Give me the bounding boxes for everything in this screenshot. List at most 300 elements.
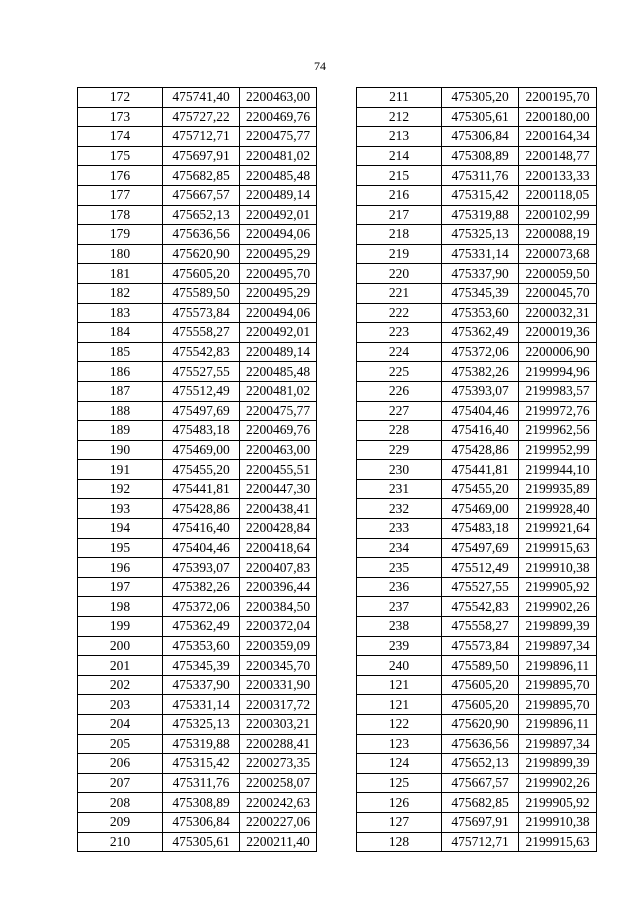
point-number-cell: 195 bbox=[78, 538, 163, 558]
x-coordinate-cell: 475727,22 bbox=[163, 107, 240, 127]
point-number-cell: 126 bbox=[357, 793, 442, 813]
y-coordinate-cell: 2200303,21 bbox=[240, 715, 317, 735]
y-coordinate-cell: 2200407,83 bbox=[240, 558, 317, 578]
table-row bbox=[78, 734, 317, 754]
x-coordinate-cell: 475512,49 bbox=[163, 381, 240, 401]
y-coordinate-cell: 2200469,76 bbox=[240, 107, 317, 127]
table-row bbox=[78, 244, 317, 264]
x-coordinate-cell: 475325,13 bbox=[163, 715, 240, 735]
x-coordinate-cell: 475483,18 bbox=[442, 519, 519, 539]
y-coordinate-cell: 2200372,04 bbox=[240, 617, 317, 637]
x-coordinate-cell: 475636,56 bbox=[442, 734, 519, 754]
point-number-cell: 182 bbox=[78, 283, 163, 303]
point-number-cell: 202 bbox=[78, 675, 163, 695]
point-number-cell: 230 bbox=[357, 460, 442, 480]
point-number-cell: 193 bbox=[78, 499, 163, 519]
point-number-cell: 239 bbox=[357, 636, 442, 656]
table-row bbox=[78, 88, 317, 108]
table-row bbox=[357, 421, 597, 441]
x-coordinate-cell: 475319,88 bbox=[163, 734, 240, 754]
y-coordinate-cell: 2199902,26 bbox=[519, 597, 597, 617]
x-coordinate-cell: 475620,90 bbox=[163, 244, 240, 264]
y-coordinate-cell: 2200485,48 bbox=[240, 166, 317, 186]
x-coordinate-cell: 475306,84 bbox=[442, 127, 519, 147]
y-coordinate-cell: 2200489,14 bbox=[240, 342, 317, 362]
point-number-cell: 218 bbox=[357, 225, 442, 245]
table-row bbox=[357, 773, 597, 793]
table-row bbox=[357, 499, 597, 519]
point-number-cell: 215 bbox=[357, 166, 442, 186]
point-number-cell: 226 bbox=[357, 381, 442, 401]
table-row bbox=[357, 519, 597, 539]
point-number-cell: 185 bbox=[78, 342, 163, 362]
table-row bbox=[357, 812, 597, 832]
table-row bbox=[78, 107, 317, 127]
y-coordinate-cell: 2199915,63 bbox=[519, 538, 597, 558]
x-coordinate-cell: 475497,69 bbox=[163, 401, 240, 421]
coordinates-table-left bbox=[77, 87, 317, 852]
point-number-cell: 172 bbox=[78, 88, 163, 108]
x-coordinate-cell: 475353,60 bbox=[163, 636, 240, 656]
point-number-cell: 199 bbox=[78, 617, 163, 637]
table-row bbox=[78, 460, 317, 480]
y-coordinate-cell: 2199896,11 bbox=[519, 656, 597, 676]
y-coordinate-cell: 2200455,51 bbox=[240, 460, 317, 480]
point-number-cell: 200 bbox=[78, 636, 163, 656]
point-number-cell: 178 bbox=[78, 205, 163, 225]
point-number-cell: 234 bbox=[357, 538, 442, 558]
table-row bbox=[357, 538, 597, 558]
y-coordinate-cell: 2199910,38 bbox=[519, 812, 597, 832]
table-row bbox=[357, 440, 597, 460]
y-coordinate-cell: 2200045,70 bbox=[519, 283, 597, 303]
y-coordinate-cell: 2199897,34 bbox=[519, 636, 597, 656]
x-coordinate-cell: 475337,90 bbox=[163, 675, 240, 695]
x-coordinate-cell: 475305,20 bbox=[442, 88, 519, 108]
table-row bbox=[78, 479, 317, 499]
y-coordinate-cell: 2200059,50 bbox=[519, 264, 597, 284]
table-row bbox=[357, 793, 597, 813]
x-coordinate-cell: 475353,60 bbox=[442, 303, 519, 323]
y-coordinate-cell: 2200148,77 bbox=[519, 146, 597, 166]
point-number-cell: 203 bbox=[78, 695, 163, 715]
table-row bbox=[357, 166, 597, 186]
table-row bbox=[78, 323, 317, 343]
point-number-cell: 176 bbox=[78, 166, 163, 186]
point-number-cell: 229 bbox=[357, 440, 442, 460]
table-row bbox=[357, 362, 597, 382]
point-number-cell: 221 bbox=[357, 283, 442, 303]
point-number-cell: 216 bbox=[357, 185, 442, 205]
x-coordinate-cell: 475428,86 bbox=[163, 499, 240, 519]
y-coordinate-cell: 2200242,63 bbox=[240, 793, 317, 813]
table-row bbox=[357, 479, 597, 499]
y-coordinate-cell: 2199915,63 bbox=[519, 832, 597, 852]
x-coordinate-cell: 475416,40 bbox=[442, 421, 519, 441]
table-row bbox=[78, 558, 317, 578]
x-coordinate-cell: 475667,57 bbox=[163, 185, 240, 205]
x-coordinate-cell: 475589,50 bbox=[163, 283, 240, 303]
x-coordinate-cell: 475558,27 bbox=[442, 617, 519, 637]
x-coordinate-cell: 475573,84 bbox=[163, 303, 240, 323]
x-coordinate-cell: 475682,85 bbox=[442, 793, 519, 813]
x-coordinate-cell: 475362,49 bbox=[163, 617, 240, 637]
point-number-cell: 207 bbox=[78, 773, 163, 793]
point-number-cell: 181 bbox=[78, 264, 163, 284]
table-row bbox=[78, 499, 317, 519]
x-coordinate-cell: 475697,91 bbox=[442, 812, 519, 832]
table-row bbox=[357, 558, 597, 578]
table-row bbox=[78, 440, 317, 460]
point-number-cell: 189 bbox=[78, 421, 163, 441]
y-coordinate-cell: 2200359,09 bbox=[240, 636, 317, 656]
y-coordinate-cell: 2200492,01 bbox=[240, 323, 317, 343]
y-coordinate-cell: 2200345,70 bbox=[240, 656, 317, 676]
y-coordinate-cell: 2200481,02 bbox=[240, 146, 317, 166]
x-coordinate-cell: 475393,07 bbox=[442, 381, 519, 401]
y-coordinate-cell: 2200019,36 bbox=[519, 323, 597, 343]
y-coordinate-cell: 2199895,70 bbox=[519, 675, 597, 695]
y-coordinate-cell: 2200428,84 bbox=[240, 519, 317, 539]
table-row bbox=[357, 715, 597, 735]
point-number-cell: 174 bbox=[78, 127, 163, 147]
table-row bbox=[357, 734, 597, 754]
table-row bbox=[357, 460, 597, 480]
point-number-cell: 220 bbox=[357, 264, 442, 284]
x-coordinate-cell: 475697,91 bbox=[163, 146, 240, 166]
y-coordinate-cell: 2199994,96 bbox=[519, 362, 597, 382]
y-coordinate-cell: 2199952,99 bbox=[519, 440, 597, 460]
y-coordinate-cell: 2199972,76 bbox=[519, 401, 597, 421]
y-coordinate-cell: 2200475,77 bbox=[240, 127, 317, 147]
y-coordinate-cell: 2200088,19 bbox=[519, 225, 597, 245]
point-number-cell: 205 bbox=[78, 734, 163, 754]
table-row bbox=[357, 88, 597, 108]
y-coordinate-cell: 2200195,70 bbox=[519, 88, 597, 108]
point-number-cell: 197 bbox=[78, 577, 163, 597]
x-coordinate-cell: 475527,55 bbox=[163, 362, 240, 382]
x-coordinate-cell: 475682,85 bbox=[163, 166, 240, 186]
point-number-cell: 204 bbox=[78, 715, 163, 735]
table-row bbox=[357, 107, 597, 127]
table-row bbox=[357, 342, 597, 362]
table-row bbox=[357, 323, 597, 343]
point-number-cell: 227 bbox=[357, 401, 442, 421]
point-number-cell: 179 bbox=[78, 225, 163, 245]
point-number-cell: 124 bbox=[357, 754, 442, 774]
y-coordinate-cell: 2200133,33 bbox=[519, 166, 597, 186]
x-coordinate-cell: 475652,13 bbox=[163, 205, 240, 225]
y-coordinate-cell: 2200495,29 bbox=[240, 244, 317, 264]
table-row bbox=[78, 127, 317, 147]
x-coordinate-cell: 475512,49 bbox=[442, 558, 519, 578]
point-number-cell: 217 bbox=[357, 205, 442, 225]
x-coordinate-cell: 475712,71 bbox=[442, 832, 519, 852]
y-coordinate-cell: 2199899,39 bbox=[519, 617, 597, 637]
table-row bbox=[357, 656, 597, 676]
y-coordinate-cell: 2199899,39 bbox=[519, 754, 597, 774]
y-coordinate-cell: 2199983,57 bbox=[519, 381, 597, 401]
point-number-cell: 211 bbox=[357, 88, 442, 108]
x-coordinate-cell: 475305,61 bbox=[163, 832, 240, 852]
table-row bbox=[357, 754, 597, 774]
point-number-cell: 210 bbox=[78, 832, 163, 852]
table-row bbox=[78, 754, 317, 774]
y-coordinate-cell: 2200211,40 bbox=[240, 832, 317, 852]
y-coordinate-cell: 2200481,02 bbox=[240, 381, 317, 401]
table-row bbox=[78, 146, 317, 166]
point-number-cell: 127 bbox=[357, 812, 442, 832]
table-row bbox=[357, 636, 597, 656]
y-coordinate-cell: 2199897,34 bbox=[519, 734, 597, 754]
table-row bbox=[78, 793, 317, 813]
y-coordinate-cell: 2199962,56 bbox=[519, 421, 597, 441]
x-coordinate-cell: 475308,89 bbox=[163, 793, 240, 813]
x-coordinate-cell: 475315,42 bbox=[442, 185, 519, 205]
x-coordinate-cell: 475404,46 bbox=[163, 538, 240, 558]
y-coordinate-cell: 2200164,34 bbox=[519, 127, 597, 147]
point-number-cell: 125 bbox=[357, 773, 442, 793]
x-coordinate-cell: 475605,20 bbox=[442, 675, 519, 695]
y-coordinate-cell: 2199905,92 bbox=[519, 577, 597, 597]
point-number-cell: 173 bbox=[78, 107, 163, 127]
point-number-cell: 209 bbox=[78, 812, 163, 832]
x-coordinate-cell: 475497,69 bbox=[442, 538, 519, 558]
y-coordinate-cell: 2200317,72 bbox=[240, 695, 317, 715]
y-coordinate-cell: 2200180,00 bbox=[519, 107, 597, 127]
point-number-cell: 231 bbox=[357, 479, 442, 499]
x-coordinate-cell: 475455,20 bbox=[163, 460, 240, 480]
point-number-cell: 177 bbox=[78, 185, 163, 205]
x-coordinate-cell: 475652,13 bbox=[442, 754, 519, 774]
point-number-cell: 219 bbox=[357, 244, 442, 264]
x-coordinate-cell: 475667,57 bbox=[442, 773, 519, 793]
table-row bbox=[357, 264, 597, 284]
point-number-cell: 232 bbox=[357, 499, 442, 519]
table-row bbox=[357, 303, 597, 323]
table-row bbox=[357, 381, 597, 401]
y-coordinate-cell: 2200288,41 bbox=[240, 734, 317, 754]
y-coordinate-cell: 2200469,76 bbox=[240, 421, 317, 441]
x-coordinate-cell: 475372,06 bbox=[163, 597, 240, 617]
table-row bbox=[357, 675, 597, 695]
point-number-cell: 196 bbox=[78, 558, 163, 578]
x-coordinate-cell: 475315,42 bbox=[163, 754, 240, 774]
y-coordinate-cell: 2200118,05 bbox=[519, 185, 597, 205]
x-coordinate-cell: 475345,39 bbox=[442, 283, 519, 303]
x-coordinate-cell: 475311,76 bbox=[163, 773, 240, 793]
x-coordinate-cell: 475306,84 bbox=[163, 812, 240, 832]
y-coordinate-cell: 2200463,00 bbox=[240, 88, 317, 108]
table-row bbox=[357, 577, 597, 597]
x-coordinate-cell: 475393,07 bbox=[163, 558, 240, 578]
x-coordinate-cell: 475573,84 bbox=[442, 636, 519, 656]
y-coordinate-cell: 2200006,90 bbox=[519, 342, 597, 362]
table-row bbox=[357, 401, 597, 421]
x-coordinate-cell: 475741,40 bbox=[163, 88, 240, 108]
x-coordinate-cell: 475382,26 bbox=[163, 577, 240, 597]
point-number-cell: 223 bbox=[357, 323, 442, 343]
table-row bbox=[78, 205, 317, 225]
y-coordinate-cell: 2200495,29 bbox=[240, 283, 317, 303]
table-row bbox=[357, 597, 597, 617]
point-number-cell: 208 bbox=[78, 793, 163, 813]
x-coordinate-cell: 475469,00 bbox=[442, 499, 519, 519]
point-number-cell: 206 bbox=[78, 754, 163, 774]
point-number-cell: 121 bbox=[357, 675, 442, 695]
table-row bbox=[78, 597, 317, 617]
point-number-cell: 123 bbox=[357, 734, 442, 754]
table-row bbox=[78, 695, 317, 715]
point-number-cell: 188 bbox=[78, 401, 163, 421]
x-coordinate-cell: 475382,26 bbox=[442, 362, 519, 382]
x-coordinate-cell: 475337,90 bbox=[442, 264, 519, 284]
point-number-cell: 191 bbox=[78, 460, 163, 480]
table-row bbox=[78, 617, 317, 637]
table-row bbox=[78, 519, 317, 539]
y-coordinate-cell: 2199921,64 bbox=[519, 519, 597, 539]
point-number-cell: 224 bbox=[357, 342, 442, 362]
point-number-cell: 121 bbox=[357, 695, 442, 715]
table-row bbox=[78, 538, 317, 558]
point-number-cell: 236 bbox=[357, 577, 442, 597]
point-number-cell: 186 bbox=[78, 362, 163, 382]
y-coordinate-cell: 2200492,01 bbox=[240, 205, 317, 225]
table-row bbox=[78, 675, 317, 695]
y-coordinate-cell: 2199905,92 bbox=[519, 793, 597, 813]
y-coordinate-cell: 2200485,48 bbox=[240, 362, 317, 382]
table-row bbox=[78, 166, 317, 186]
x-coordinate-cell: 475455,20 bbox=[442, 479, 519, 499]
y-coordinate-cell: 2200032,31 bbox=[519, 303, 597, 323]
y-coordinate-cell: 2200438,41 bbox=[240, 499, 317, 519]
point-number-cell: 192 bbox=[78, 479, 163, 499]
y-coordinate-cell: 2200447,30 bbox=[240, 479, 317, 499]
x-coordinate-cell: 475331,14 bbox=[163, 695, 240, 715]
point-number-cell: 213 bbox=[357, 127, 442, 147]
table-row bbox=[78, 636, 317, 656]
table-row bbox=[78, 812, 317, 832]
x-coordinate-cell: 475325,13 bbox=[442, 225, 519, 245]
x-coordinate-cell: 475620,90 bbox=[442, 715, 519, 735]
y-coordinate-cell: 2200258,07 bbox=[240, 773, 317, 793]
y-coordinate-cell: 2199928,40 bbox=[519, 499, 597, 519]
page-number: 74 bbox=[314, 59, 326, 73]
table-row bbox=[78, 715, 317, 735]
y-coordinate-cell: 2200273,35 bbox=[240, 754, 317, 774]
table-row bbox=[357, 283, 597, 303]
table-row bbox=[357, 205, 597, 225]
point-number-cell: 228 bbox=[357, 421, 442, 441]
point-number-cell: 187 bbox=[78, 381, 163, 401]
point-number-cell: 198 bbox=[78, 597, 163, 617]
point-number-cell: 194 bbox=[78, 519, 163, 539]
y-coordinate-cell: 2200102,99 bbox=[519, 205, 597, 225]
coordinates-table-right bbox=[356, 87, 597, 852]
x-coordinate-cell: 475469,00 bbox=[163, 440, 240, 460]
point-number-cell: 183 bbox=[78, 303, 163, 323]
x-coordinate-cell: 475428,86 bbox=[442, 440, 519, 460]
x-coordinate-cell: 475416,40 bbox=[163, 519, 240, 539]
y-coordinate-cell: 2199902,26 bbox=[519, 773, 597, 793]
y-coordinate-cell: 2200489,14 bbox=[240, 185, 317, 205]
x-coordinate-cell: 475589,50 bbox=[442, 656, 519, 676]
point-number-cell: 237 bbox=[357, 597, 442, 617]
x-coordinate-cell: 475605,20 bbox=[163, 264, 240, 284]
y-coordinate-cell: 2200475,77 bbox=[240, 401, 317, 421]
y-coordinate-cell: 2199935,89 bbox=[519, 479, 597, 499]
x-coordinate-cell: 475305,61 bbox=[442, 107, 519, 127]
x-coordinate-cell: 475319,88 bbox=[442, 205, 519, 225]
point-number-cell: 235 bbox=[357, 558, 442, 578]
point-number-cell: 180 bbox=[78, 244, 163, 264]
x-coordinate-cell: 475542,83 bbox=[163, 342, 240, 362]
x-coordinate-cell: 475636,56 bbox=[163, 225, 240, 245]
y-coordinate-cell: 2200494,06 bbox=[240, 225, 317, 245]
x-coordinate-cell: 475558,27 bbox=[163, 323, 240, 343]
x-coordinate-cell: 475542,83 bbox=[442, 597, 519, 617]
table-row bbox=[357, 185, 597, 205]
table-row bbox=[78, 283, 317, 303]
table-row bbox=[78, 401, 317, 421]
y-coordinate-cell: 2199896,11 bbox=[519, 715, 597, 735]
x-coordinate-cell: 475345,39 bbox=[163, 656, 240, 676]
table-row bbox=[357, 225, 597, 245]
point-number-cell: 214 bbox=[357, 146, 442, 166]
x-coordinate-cell: 475331,14 bbox=[442, 244, 519, 264]
y-coordinate-cell: 2200494,06 bbox=[240, 303, 317, 323]
table-row bbox=[78, 362, 317, 382]
y-coordinate-cell: 2199944,10 bbox=[519, 460, 597, 480]
point-number-cell: 233 bbox=[357, 519, 442, 539]
point-number-cell: 212 bbox=[357, 107, 442, 127]
x-coordinate-cell: 475311,76 bbox=[442, 166, 519, 186]
x-coordinate-cell: 475605,20 bbox=[442, 695, 519, 715]
y-coordinate-cell: 2199895,70 bbox=[519, 695, 597, 715]
x-coordinate-cell: 475441,81 bbox=[442, 460, 519, 480]
point-number-cell: 240 bbox=[357, 656, 442, 676]
y-coordinate-cell: 2200495,70 bbox=[240, 264, 317, 284]
y-coordinate-cell: 2200384,50 bbox=[240, 597, 317, 617]
table-row bbox=[357, 146, 597, 166]
y-coordinate-cell: 2200331,90 bbox=[240, 675, 317, 695]
table-row bbox=[78, 656, 317, 676]
table-row bbox=[78, 421, 317, 441]
y-coordinate-cell: 2200463,00 bbox=[240, 440, 317, 460]
point-number-cell: 122 bbox=[357, 715, 442, 735]
table-row bbox=[357, 127, 597, 147]
y-coordinate-cell: 2200227,06 bbox=[240, 812, 317, 832]
x-coordinate-cell: 475441,81 bbox=[163, 479, 240, 499]
table-row bbox=[357, 695, 597, 715]
x-coordinate-cell: 475404,46 bbox=[442, 401, 519, 421]
x-coordinate-cell: 475712,71 bbox=[163, 127, 240, 147]
x-coordinate-cell: 475372,06 bbox=[442, 342, 519, 362]
point-number-cell: 222 bbox=[357, 303, 442, 323]
table-row bbox=[78, 342, 317, 362]
table-row bbox=[357, 617, 597, 637]
table-row bbox=[78, 381, 317, 401]
table-row bbox=[78, 185, 317, 205]
table-row bbox=[78, 225, 317, 245]
point-number-cell: 225 bbox=[357, 362, 442, 382]
point-number-cell: 184 bbox=[78, 323, 163, 343]
y-coordinate-cell: 2200396,44 bbox=[240, 577, 317, 597]
x-coordinate-cell: 475362,49 bbox=[442, 323, 519, 343]
table-row bbox=[78, 264, 317, 284]
point-number-cell: 201 bbox=[78, 656, 163, 676]
x-coordinate-cell: 475308,89 bbox=[442, 146, 519, 166]
